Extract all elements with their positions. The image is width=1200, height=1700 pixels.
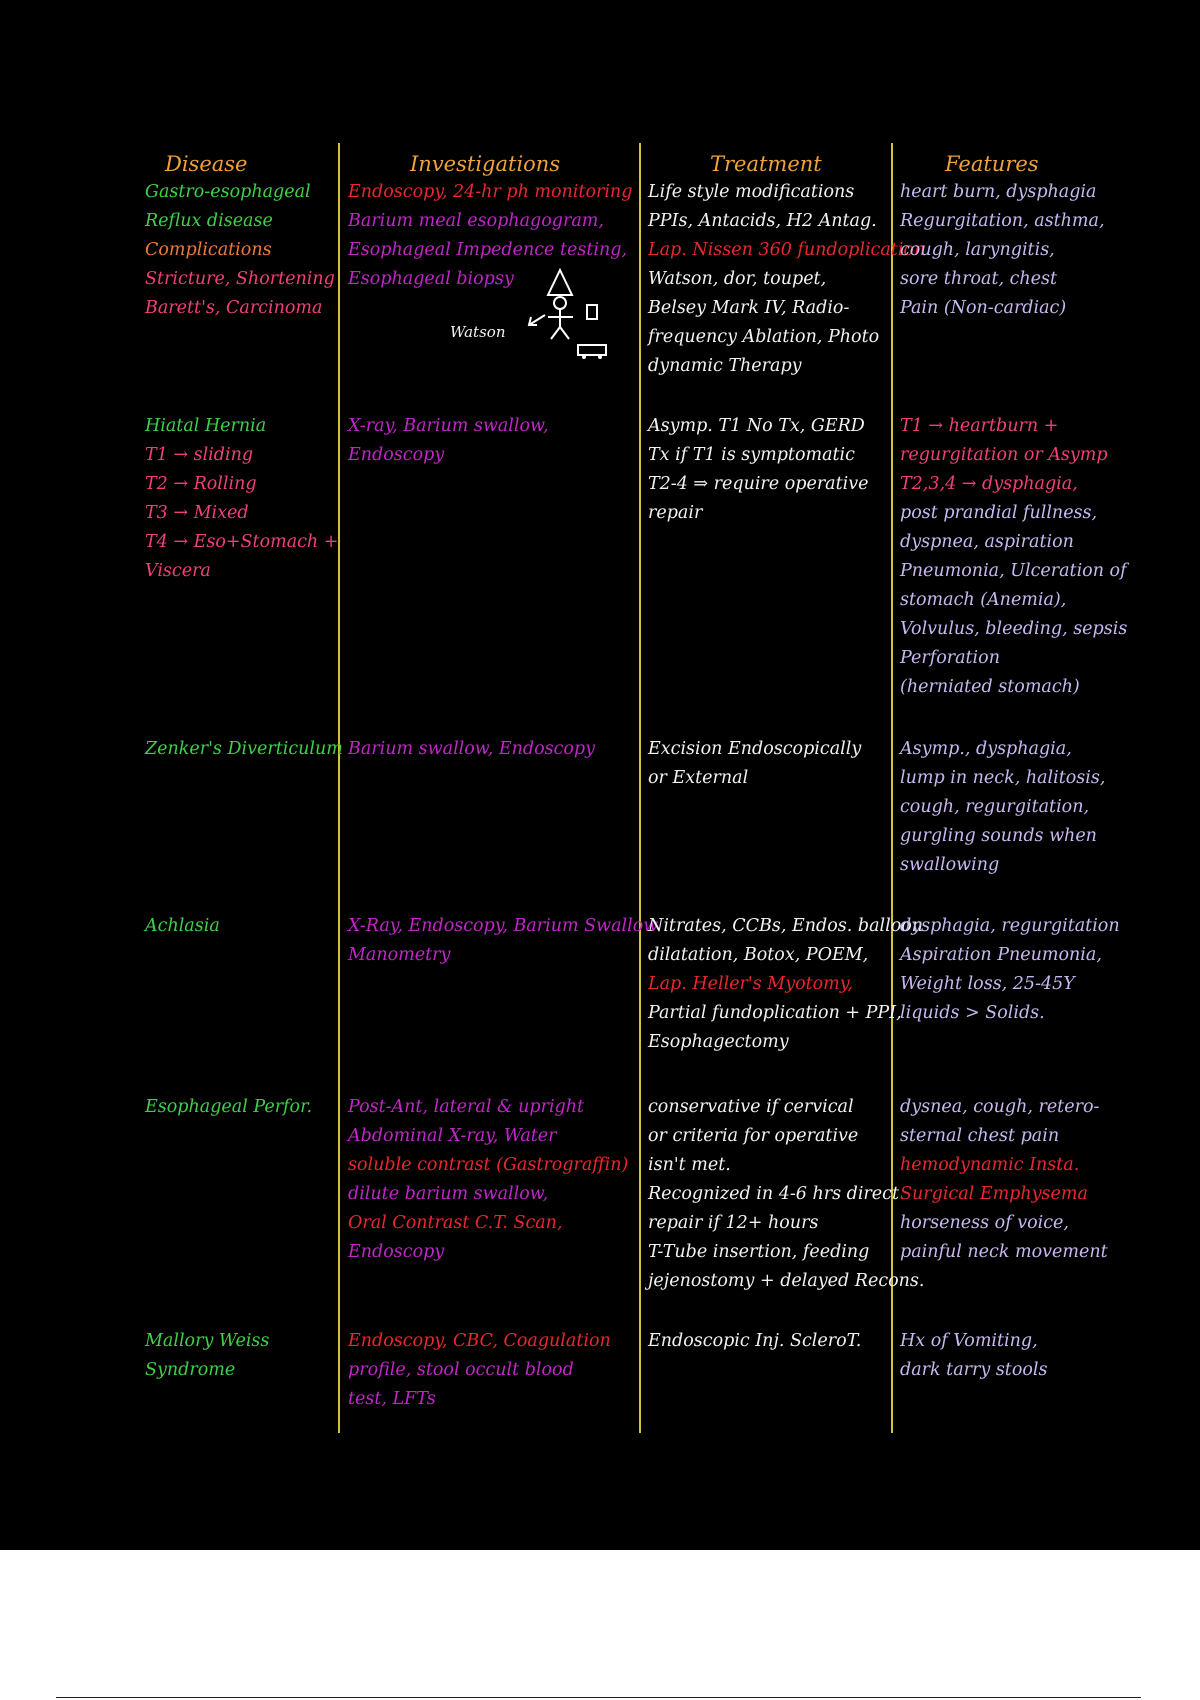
note-line: Pneumonia, Ulceration of bbox=[900, 561, 1127, 581]
note-line: Lap. Heller's Myotomy, bbox=[648, 974, 853, 994]
note-line: T3 → Mixed bbox=[145, 503, 249, 523]
note-line: dilute barium swallow, bbox=[348, 1184, 549, 1204]
cell-treatment bbox=[648, 1093, 924, 1296]
note-line: liquids > Solids. bbox=[900, 1003, 1045, 1023]
note-line: hemodynamic Insta. bbox=[900, 1155, 1080, 1175]
note-line: dysnea, cough, retero- bbox=[900, 1097, 1100, 1117]
note-line: dilatation, Botox, POEM, bbox=[648, 945, 869, 965]
header-investigations: Investigations bbox=[410, 152, 561, 176]
note-line: gurgling sounds when bbox=[900, 826, 1097, 846]
note-line: or External bbox=[648, 768, 749, 788]
note-line: Nitrates, CCBs, Endos. balloon bbox=[648, 916, 924, 936]
note-line: PPIs, Antacids, H2 Antag. bbox=[648, 211, 877, 231]
note-line: Esophageal Impedence testing, bbox=[348, 240, 628, 260]
cell-investigations bbox=[348, 1093, 628, 1267]
note-line: Endoscopic Inj. ScleroT. bbox=[648, 1331, 862, 1351]
note-line: stomach (Anemia), bbox=[900, 590, 1067, 610]
note-line: regurgitation or Asymp bbox=[900, 445, 1108, 465]
cell-treatment bbox=[648, 1327, 861, 1356]
note-line: T2,3,4 → dysphagia, bbox=[900, 474, 1078, 494]
note-line: Gastro-esophageal bbox=[145, 182, 311, 202]
note-line: dysphagia, regurgitation bbox=[900, 916, 1120, 936]
note-line: repair bbox=[648, 503, 703, 523]
note-line: Pain (Non-cardiac) bbox=[900, 298, 1067, 318]
note-line: Perforation bbox=[900, 648, 1000, 668]
note-line: sore throat, chest bbox=[900, 269, 1058, 289]
note-line: Manometry bbox=[348, 945, 451, 965]
cell-disease bbox=[145, 1327, 269, 1385]
note-line: Partial fundoplication + PPI, bbox=[648, 1003, 902, 1023]
note-line: Endoscopy, 24-hr ph monitoring bbox=[348, 182, 633, 202]
note-line: Esophageal Perfor. bbox=[145, 1097, 313, 1117]
cell-disease bbox=[145, 735, 343, 764]
note-line: Reflux disease bbox=[145, 211, 273, 231]
note-line: T-Tube insertion, feeding bbox=[648, 1242, 870, 1262]
note-line: sternal chest pain bbox=[900, 1126, 1060, 1146]
note-line: jejenostomy + delayed Recons. bbox=[648, 1271, 925, 1291]
cell-features bbox=[900, 1093, 1108, 1267]
note-line: Zenker's Diverticulum bbox=[145, 739, 343, 759]
note-line: Endoscopy, CBC, Coagulation bbox=[348, 1331, 611, 1351]
header-features: Features bbox=[945, 152, 1039, 176]
note-line: Volvulus, bleeding, sepsis bbox=[900, 619, 1128, 639]
note-line: Oral Contrast C.T. Scan, bbox=[348, 1213, 563, 1233]
cell-features bbox=[900, 735, 1105, 880]
note-line: isn't met. bbox=[648, 1155, 731, 1175]
cell-investigations bbox=[348, 1327, 611, 1414]
note-line: Endoscopy bbox=[348, 1242, 445, 1262]
note-line: Life style modifications bbox=[648, 182, 855, 202]
note-line: Achlasia bbox=[145, 916, 220, 936]
note-line: Regurgitation, asthma, bbox=[900, 211, 1105, 231]
note-line: Abdominal X-ray, Water bbox=[348, 1126, 557, 1146]
note-line: Post-Ant, lateral & upright bbox=[348, 1097, 585, 1117]
note-line: dark tarry stools bbox=[900, 1360, 1048, 1380]
note-line: painful neck movement bbox=[900, 1242, 1108, 1262]
note-line: Asymp. T1 No Tx, GERD bbox=[648, 416, 865, 436]
cell-disease bbox=[145, 1093, 312, 1122]
cell-disease bbox=[145, 178, 335, 323]
note-line: Barium swallow, Endoscopy bbox=[348, 739, 596, 759]
header-disease: Disease bbox=[165, 152, 248, 176]
cell-treatment bbox=[648, 178, 925, 381]
page-rule bbox=[56, 1697, 1141, 1698]
note-line: or criteria for operative bbox=[648, 1126, 859, 1146]
cell-investigations bbox=[348, 912, 658, 970]
note-line: swallowing bbox=[900, 855, 1000, 875]
note-line: (herniated stomach) bbox=[900, 677, 1080, 697]
note-line: Endoscopy bbox=[348, 445, 445, 465]
note-line: heart burn, dysphagia bbox=[900, 182, 1097, 202]
note-line: X-ray, Barium swallow, bbox=[348, 416, 549, 436]
note-line: T1 → heartburn + bbox=[900, 416, 1059, 436]
note-line: horseness of voice, bbox=[900, 1213, 1069, 1233]
cell-treatment bbox=[648, 412, 869, 528]
note-line: T4 → Eso+Stomach + bbox=[145, 532, 339, 552]
note-line: frequency Ablation, Photo bbox=[648, 327, 880, 347]
cell-features bbox=[900, 1327, 1047, 1385]
note-line: Esophagectomy bbox=[648, 1032, 789, 1052]
note-line: dyspnea, aspiration bbox=[900, 532, 1074, 552]
note-line: Viscera bbox=[145, 561, 211, 581]
note-line: Lap. Nissen 360 fundoplication bbox=[648, 240, 926, 260]
note-line: Barett's, Carcinoma bbox=[145, 298, 323, 318]
note-line: X-Ray, Endoscopy, Barium Swallow bbox=[348, 916, 659, 936]
note-line: Barium meal esophagogram, bbox=[348, 211, 604, 231]
note-line: Excision Endoscopically bbox=[648, 739, 862, 759]
note-line: Hx of Vomiting, bbox=[900, 1331, 1038, 1351]
cell-features bbox=[900, 178, 1105, 323]
note-line: test, LFTs bbox=[348, 1389, 436, 1409]
note-line: Tx if T1 is symptomatic bbox=[648, 445, 855, 465]
note-line: Watson, dor, toupet, bbox=[648, 269, 827, 289]
note-line: cough, laryngitis, bbox=[900, 240, 1055, 260]
cell-investigations bbox=[348, 412, 549, 470]
note-line: Asymp., dysphagia, bbox=[900, 739, 1072, 759]
note-line: Belsey Mark IV, Radio- bbox=[648, 298, 850, 318]
note-line: soluble contrast (Gastrograffin) bbox=[348, 1155, 629, 1175]
note-line: dynamic Therapy bbox=[648, 356, 802, 376]
note-line: Aspiration Pneumonia, bbox=[900, 945, 1102, 965]
note-line: conservative if cervical bbox=[648, 1097, 854, 1117]
column-divider bbox=[639, 143, 641, 1433]
note-line: profile, stool occult blood bbox=[348, 1360, 574, 1380]
note-line: Hiatal Hernia bbox=[145, 416, 267, 436]
note-line: Weight loss, 25-45Y bbox=[900, 974, 1075, 994]
note-line: Recognized in 4-6 hrs direct bbox=[648, 1184, 899, 1204]
column-divider bbox=[338, 143, 340, 1433]
note-line: lump in neck, halitosis, bbox=[900, 768, 1106, 788]
note-line: cough, regurgitation, bbox=[900, 797, 1090, 817]
sketch-label: Watson bbox=[450, 323, 506, 341]
note-line: T1 → sliding bbox=[145, 445, 254, 465]
note-line: T2 → Rolling bbox=[145, 474, 257, 494]
note-line: Surgical Emphysema bbox=[900, 1184, 1088, 1204]
cell-treatment bbox=[648, 912, 923, 1057]
cell-features bbox=[900, 412, 1127, 702]
note-line: Syndrome bbox=[145, 1360, 236, 1380]
note-line: Complications bbox=[145, 240, 272, 260]
cell-features bbox=[900, 912, 1120, 1028]
header-treatment: Treatment bbox=[710, 152, 822, 176]
doctor-sketch-icon bbox=[445, 265, 625, 365]
note-line: Mallory Weiss bbox=[145, 1331, 270, 1351]
cell-treatment bbox=[648, 735, 861, 793]
note-line: Esophageal biopsy bbox=[348, 269, 514, 289]
note-line: post prandial fullness, bbox=[900, 503, 1098, 523]
cell-disease bbox=[145, 912, 220, 941]
note-line: T2-4 ⇒ require operative bbox=[648, 474, 869, 494]
cell-investigations bbox=[348, 735, 595, 764]
cell-disease bbox=[145, 412, 338, 586]
note-line: repair if 12+ hours bbox=[648, 1213, 819, 1233]
note-line: Stricture, Shortening bbox=[145, 269, 335, 289]
